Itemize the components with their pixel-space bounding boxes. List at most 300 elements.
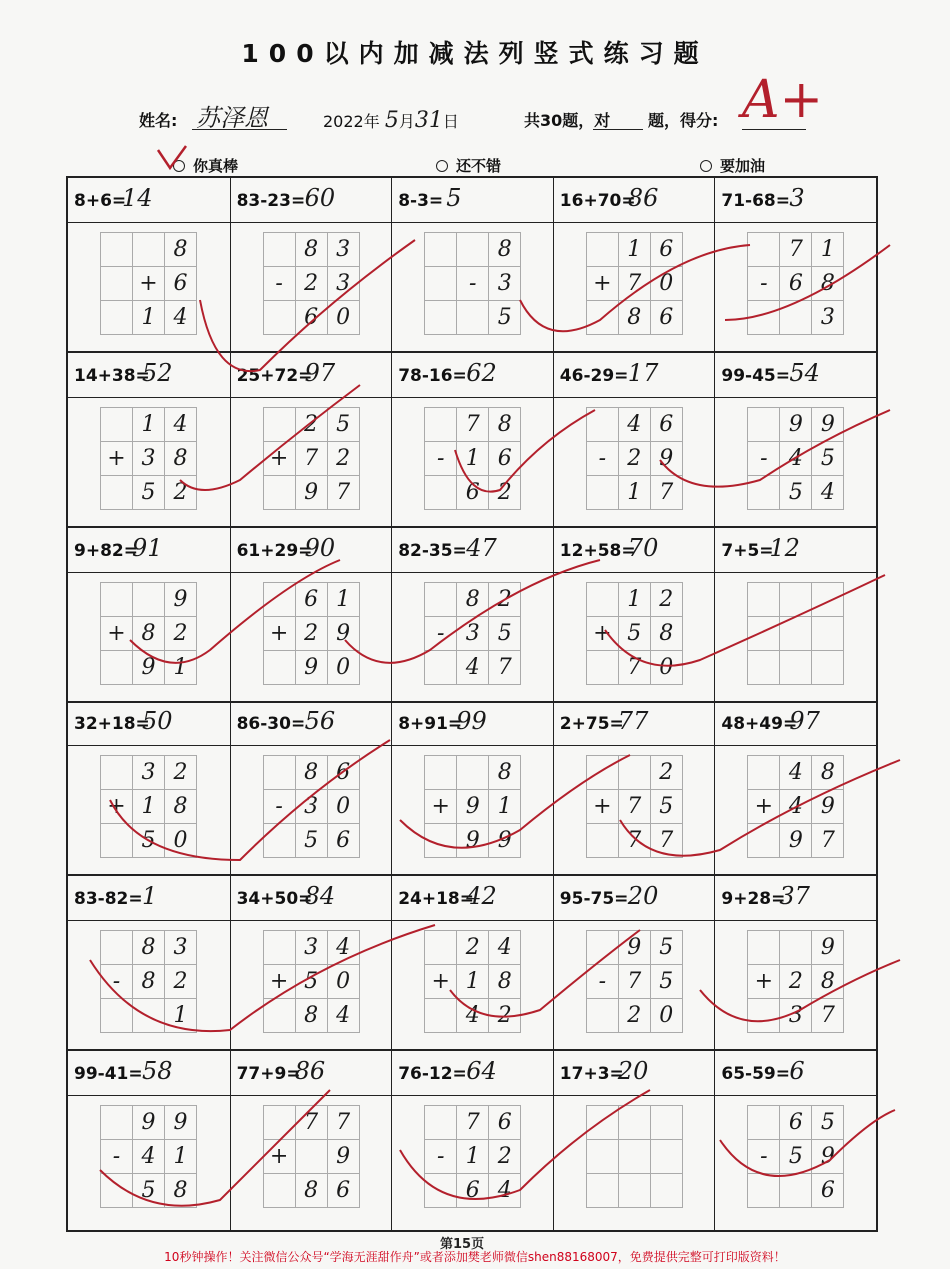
grid-digit: 9 xyxy=(327,1140,359,1174)
grid-row xyxy=(748,931,844,965)
grid-digit: 9 xyxy=(812,408,844,442)
grid-digit: 1 xyxy=(133,301,165,335)
grid-digit xyxy=(101,824,133,858)
grid-digit: - xyxy=(748,267,780,301)
grid-digit: 6 xyxy=(780,267,812,301)
grid-row xyxy=(263,790,359,824)
grid-digit: 5 xyxy=(618,617,650,651)
grid-digit xyxy=(263,824,295,858)
grid-digit xyxy=(748,999,780,1033)
grid-row xyxy=(586,583,682,617)
grid-digit xyxy=(425,824,457,858)
vertical-calc-grid xyxy=(747,407,844,510)
grid-row xyxy=(263,965,359,999)
grid-row xyxy=(748,408,844,442)
answer: 70 xyxy=(627,534,659,562)
grid-digit: 7 xyxy=(457,408,489,442)
grid-digit: 1 xyxy=(133,408,165,442)
grid-digit xyxy=(425,583,457,617)
grid-digit: 4 xyxy=(133,1140,165,1174)
grid-row xyxy=(101,233,197,267)
grid-row xyxy=(748,756,844,790)
grid-digit: 8 xyxy=(489,965,521,999)
grid-digit xyxy=(101,1174,133,1208)
grid-digit xyxy=(101,651,133,685)
grid-digit xyxy=(748,617,780,651)
grid-digit: 8 xyxy=(165,233,197,267)
grid-digit: 5 xyxy=(650,931,682,965)
date-year: 2022 xyxy=(323,112,364,131)
problem-cell xyxy=(714,1051,876,1230)
equation-row xyxy=(231,353,392,398)
problem-cell xyxy=(714,178,876,353)
score-label: 题，得分: xyxy=(648,111,719,130)
grid-digit: 4 xyxy=(327,931,359,965)
grid-digit xyxy=(425,233,457,267)
grid-row xyxy=(425,1174,521,1208)
answer: 62 xyxy=(466,359,497,387)
rating-good: 还不错 xyxy=(436,155,501,176)
grid-digit: 5 xyxy=(650,965,682,999)
grid-digit: 6 xyxy=(650,301,682,335)
grid-digit xyxy=(586,233,618,267)
grid-row xyxy=(748,476,844,510)
grid-digit xyxy=(586,583,618,617)
answer: 12 xyxy=(769,534,800,562)
problem-cell xyxy=(553,701,715,876)
grid-digit: + xyxy=(101,617,133,651)
grid-digit: 1 xyxy=(133,790,165,824)
grid-digit: 0 xyxy=(650,651,682,685)
grid-row xyxy=(263,267,359,301)
grid-row xyxy=(263,583,359,617)
grid-digit xyxy=(295,1140,327,1174)
grid-digit: + xyxy=(586,617,618,651)
grid-digit: + xyxy=(263,442,295,476)
equation: 8+6= xyxy=(74,191,127,211)
answer: 6 xyxy=(789,1057,805,1085)
grid-digit: 8 xyxy=(165,1174,197,1208)
grid-row xyxy=(586,442,682,476)
equation-row xyxy=(715,353,876,398)
grid-digit: 5 xyxy=(295,965,327,999)
grid-digit: 9 xyxy=(133,1106,165,1140)
equation: 25+72= xyxy=(236,366,313,386)
grid-digit xyxy=(586,476,618,510)
grid-digit: 2 xyxy=(489,476,521,510)
grid-row xyxy=(101,1106,197,1140)
vertical-calc-grid xyxy=(100,232,197,335)
grid-digit xyxy=(263,931,295,965)
equation: 34+50= xyxy=(236,889,313,909)
grid-digit: 3 xyxy=(133,442,165,476)
grid-row xyxy=(263,408,359,442)
grid-digit: + xyxy=(101,442,133,476)
grid-digit xyxy=(457,233,489,267)
grid-digit: 3 xyxy=(489,267,521,301)
grid-digit: - xyxy=(586,965,618,999)
answer: 97 xyxy=(304,359,336,387)
equation: 17+3= xyxy=(559,1064,624,1084)
problem-cell xyxy=(391,876,553,1051)
grid-digit: 6 xyxy=(327,824,359,858)
grid-digit: 9 xyxy=(165,1106,197,1140)
grid-row xyxy=(425,999,521,1033)
equation: 77+9= xyxy=(236,1064,301,1084)
grid-digit xyxy=(812,651,844,685)
answer: 54 xyxy=(789,359,820,387)
equation: 71-68= xyxy=(721,191,791,211)
grid-row xyxy=(101,790,197,824)
grid-digit: 2 xyxy=(618,442,650,476)
grid-row xyxy=(263,1174,359,1208)
grid-digit: 7 xyxy=(618,824,650,858)
answer: 5 xyxy=(446,184,462,212)
grid-digit: 1 xyxy=(618,233,650,267)
grid-digit: 8 xyxy=(133,931,165,965)
grid-digit: 6 xyxy=(457,476,489,510)
rating-great: 你真棒 xyxy=(173,155,238,176)
answer: 47 xyxy=(466,534,497,562)
score-grade: A+ xyxy=(742,70,824,130)
grid-digit: 6 xyxy=(165,267,197,301)
grid-digit: 2 xyxy=(489,999,521,1033)
equation: 86-30= xyxy=(236,714,306,734)
grid-digit xyxy=(748,756,780,790)
equation-row xyxy=(715,178,876,223)
grid-digit: - xyxy=(425,442,457,476)
answer: 56 xyxy=(304,707,336,735)
equation-row xyxy=(715,701,876,746)
vertical-calc-grid xyxy=(263,232,360,335)
answer: 1 xyxy=(142,882,158,910)
answer: 60 xyxy=(304,184,336,212)
grid-row xyxy=(586,617,682,651)
grid-digit: 7 xyxy=(327,476,359,510)
grid-digit: + xyxy=(425,965,457,999)
vertical-calc-grid xyxy=(586,232,683,335)
grid-digit: + xyxy=(586,790,618,824)
grid-digit xyxy=(263,408,295,442)
date-day: 31 xyxy=(414,108,443,133)
grid-digit xyxy=(263,1106,295,1140)
name-label: 姓名: xyxy=(139,111,178,130)
grid-row xyxy=(263,301,359,335)
grid-digit: 5 xyxy=(489,617,521,651)
grid-row xyxy=(263,824,359,858)
problem-cell xyxy=(391,1051,553,1230)
grid-row xyxy=(425,965,521,999)
vertical-calc-grid xyxy=(263,930,360,1033)
answer: 14 xyxy=(122,184,153,212)
grid-digit xyxy=(425,999,457,1033)
grid-row xyxy=(748,583,844,617)
grid-digit xyxy=(425,408,457,442)
grid-digit: 9 xyxy=(489,824,521,858)
grid-digit: 4 xyxy=(489,931,521,965)
equation-row xyxy=(392,876,553,921)
answer: 58 xyxy=(142,1057,173,1085)
grid-digit xyxy=(586,824,618,858)
grid-digit: 0 xyxy=(650,999,682,1033)
grid-digit: + xyxy=(263,617,295,651)
equation-row xyxy=(231,528,392,573)
grid-row xyxy=(748,824,844,858)
grid-digit: 9 xyxy=(780,824,812,858)
grid-digit: 6 xyxy=(327,1174,359,1208)
equation-row xyxy=(554,701,715,746)
grid-row xyxy=(263,1140,359,1174)
grid-digit xyxy=(457,301,489,335)
problem-cell xyxy=(553,353,715,528)
grid-digit: 5 xyxy=(650,790,682,824)
grid-digit: 7 xyxy=(618,965,650,999)
problem-cell xyxy=(553,1051,715,1230)
problem-cell xyxy=(230,701,392,876)
grid-digit xyxy=(748,931,780,965)
grid-digit: 2 xyxy=(489,583,521,617)
grid-row xyxy=(425,583,521,617)
equation-row xyxy=(68,876,230,921)
equation-row xyxy=(68,178,230,223)
grid-row xyxy=(748,301,844,335)
grid-digit: 5 xyxy=(812,442,844,476)
vertical-calc-grid xyxy=(424,407,521,510)
grid-digit: 3 xyxy=(327,267,359,301)
vertical-calc-grid xyxy=(424,582,521,685)
grid-digit: 0 xyxy=(650,267,682,301)
grid-row xyxy=(425,617,521,651)
grid-digit: 4 xyxy=(780,756,812,790)
equation: 32+18= xyxy=(74,714,150,734)
grid-digit: 1 xyxy=(165,999,197,1033)
grid-digit: + xyxy=(748,965,780,999)
grid-row xyxy=(748,442,844,476)
equation: 46-29= xyxy=(559,366,629,386)
grid-digit: 6 xyxy=(457,1174,489,1208)
equation: 61+29= xyxy=(236,541,313,561)
problem-cell xyxy=(230,353,392,528)
equation: 76-12= xyxy=(398,1064,467,1084)
grid-digit xyxy=(101,267,133,301)
grid-row xyxy=(748,267,844,301)
equation-row xyxy=(554,876,715,921)
vertical-calc-grid xyxy=(100,1105,197,1208)
grid-digit: 8 xyxy=(489,756,521,790)
grid-row xyxy=(101,442,197,476)
grid-digit: 1 xyxy=(457,965,489,999)
grid-digit: 3 xyxy=(295,790,327,824)
grid-digit xyxy=(586,931,618,965)
rating-try-harder: 要加油 xyxy=(700,155,765,176)
grid-digit: 2 xyxy=(457,931,489,965)
vertical-calc-grid xyxy=(424,232,521,335)
grid-digit: + xyxy=(263,1140,295,1174)
grid-digit: 5 xyxy=(812,1106,844,1140)
grid-row xyxy=(101,617,197,651)
rating-circle-icon xyxy=(173,160,185,172)
name-underline xyxy=(192,129,287,130)
problem-cell xyxy=(391,353,553,528)
grid-digit xyxy=(263,1174,295,1208)
grid-row xyxy=(101,267,197,301)
vertical-calc-grid xyxy=(586,1105,683,1208)
grid-digit xyxy=(101,999,133,1033)
grid-digit: 8 xyxy=(295,233,327,267)
problem-cell xyxy=(68,876,230,1051)
grid-digit: 6 xyxy=(489,1106,521,1140)
worksheet-title: 100以内加减法列竖式练习题 xyxy=(241,39,709,68)
grid-digit xyxy=(425,651,457,685)
grid-row xyxy=(586,1174,682,1208)
grid-digit: 4 xyxy=(457,651,489,685)
answer: 17 xyxy=(627,359,659,387)
equation: 78-16= xyxy=(398,366,467,386)
vertical-calc-grid xyxy=(747,582,844,685)
answer: 50 xyxy=(142,707,173,735)
equation-row xyxy=(68,701,230,746)
grid-row xyxy=(425,267,521,301)
vertical-calc-grid xyxy=(424,755,521,858)
grid-digit: 5 xyxy=(133,824,165,858)
grid-digit: 3 xyxy=(295,931,327,965)
grid-digit: 1 xyxy=(457,442,489,476)
grid-row xyxy=(101,651,197,685)
answer: 86 xyxy=(294,1057,326,1085)
grid-digit xyxy=(133,999,165,1033)
grid-digit: 4 xyxy=(780,790,812,824)
equation-row xyxy=(392,701,553,746)
grid-digit: - xyxy=(457,267,489,301)
equation-row xyxy=(231,876,392,921)
grid-row xyxy=(748,999,844,1033)
grid-digit: - xyxy=(748,1140,780,1174)
grid-digit xyxy=(618,1174,650,1208)
grid-digit: 8 xyxy=(489,233,521,267)
vertical-calc-grid xyxy=(586,407,683,510)
grid-digit: 8 xyxy=(489,408,521,442)
grid-digit xyxy=(650,1140,682,1174)
grid-digit: 9 xyxy=(812,931,844,965)
grid-digit: 8 xyxy=(457,583,489,617)
grid-row xyxy=(425,408,521,442)
grid-row xyxy=(425,442,521,476)
grid-digit xyxy=(618,1140,650,1174)
grid-digit: 5 xyxy=(295,824,327,858)
grid-row xyxy=(263,617,359,651)
grid-digit: 1 xyxy=(489,790,521,824)
grid-digit: 6 xyxy=(812,1174,844,1208)
grid-digit xyxy=(586,1106,618,1140)
vertical-calc-grid xyxy=(263,582,360,685)
grid-digit xyxy=(133,583,165,617)
grid-digit: + xyxy=(133,267,165,301)
grid-digit: 2 xyxy=(165,476,197,510)
grid-digit: 4 xyxy=(457,999,489,1033)
grid-digit: 6 xyxy=(489,442,521,476)
equation-row xyxy=(392,1051,553,1096)
equation: 83-82= xyxy=(74,889,143,909)
problem-cell xyxy=(230,528,392,703)
grid-digit: 5 xyxy=(780,1140,812,1174)
grid-row xyxy=(263,756,359,790)
grid-digit: 4 xyxy=(165,408,197,442)
grid-digit: 8 xyxy=(812,965,844,999)
grid-row xyxy=(425,1106,521,1140)
equation: 7+5= xyxy=(721,541,774,561)
grid-row xyxy=(101,965,197,999)
equation-row xyxy=(715,1051,876,1096)
grid-digit: 8 xyxy=(812,267,844,301)
grid-digit xyxy=(586,756,618,790)
grid-row xyxy=(586,408,682,442)
grid-digit: 7 xyxy=(780,233,812,267)
grid-digit: 4 xyxy=(780,442,812,476)
equation: 82-35= xyxy=(398,541,467,561)
grid-digit: 7 xyxy=(457,1106,489,1140)
grid-digit xyxy=(586,651,618,685)
grid-digit xyxy=(101,583,133,617)
answer: 20 xyxy=(617,1057,649,1085)
answer: 42 xyxy=(466,882,497,910)
grid-digit xyxy=(748,1174,780,1208)
grid-digit xyxy=(263,301,295,335)
answer: 3 xyxy=(789,184,805,212)
problem-cell xyxy=(68,178,230,353)
grid-digit xyxy=(101,931,133,965)
grid-digit: 9 xyxy=(457,790,489,824)
grid-digit xyxy=(425,756,457,790)
grid-digit: 7 xyxy=(327,1106,359,1140)
grid-digit xyxy=(748,408,780,442)
grid-digit xyxy=(425,301,457,335)
grid-digit: 8 xyxy=(650,617,682,651)
answer: 20 xyxy=(627,882,659,910)
grid-digit xyxy=(425,1174,457,1208)
grid-digit xyxy=(586,1140,618,1174)
grid-digit: 2 xyxy=(165,617,197,651)
grid-digit: 0 xyxy=(165,824,197,858)
grid-digit: 2 xyxy=(650,756,682,790)
grid-row xyxy=(586,999,682,1033)
grid-digit xyxy=(748,824,780,858)
grid-digit xyxy=(650,1106,682,1140)
vertical-calc-grid xyxy=(747,930,844,1033)
grid-row xyxy=(748,617,844,651)
correct-blank-line xyxy=(593,129,643,130)
equation-row xyxy=(554,528,715,573)
equation: 8-3= xyxy=(398,191,444,211)
grid-row xyxy=(586,931,682,965)
answer: 99 xyxy=(456,707,487,735)
grid-digit: 2 xyxy=(165,756,197,790)
grid-row xyxy=(263,442,359,476)
grid-digit: 9 xyxy=(780,408,812,442)
grid-row xyxy=(425,824,521,858)
grid-digit: 3 xyxy=(327,233,359,267)
grid-digit: 0 xyxy=(327,965,359,999)
grid-digit xyxy=(748,583,780,617)
equation-row xyxy=(68,1051,230,1096)
grid-row xyxy=(263,233,359,267)
vertical-calc-grid xyxy=(263,1105,360,1208)
problem-cell xyxy=(714,876,876,1051)
vertical-calc-grid xyxy=(263,407,360,510)
grid-digit: 6 xyxy=(650,408,682,442)
vertical-calc-grid xyxy=(747,755,844,858)
vertical-calc-grid xyxy=(100,930,197,1033)
grid-digit xyxy=(457,756,489,790)
